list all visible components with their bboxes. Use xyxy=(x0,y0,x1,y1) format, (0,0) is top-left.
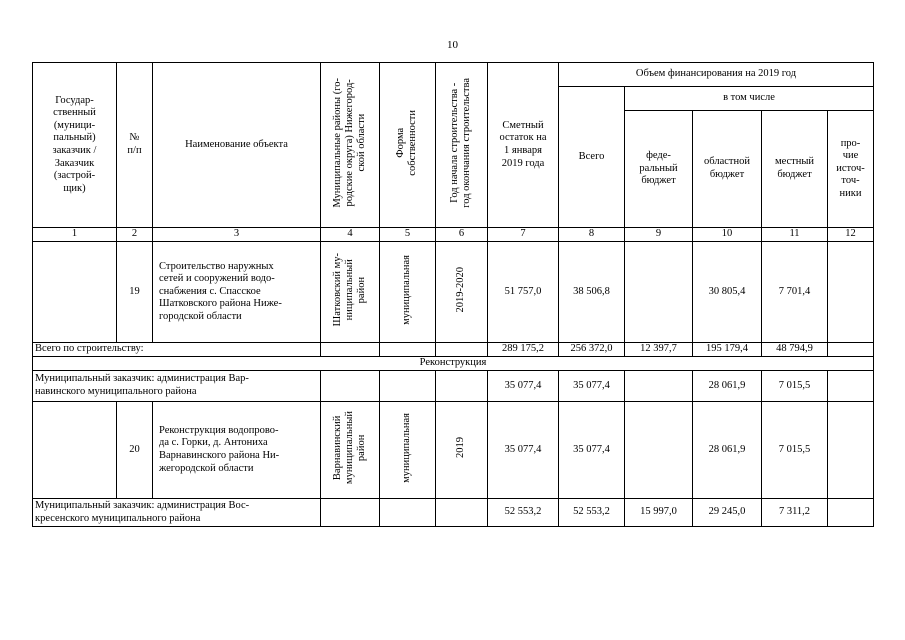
row20-num: 20 xyxy=(117,402,153,499)
col-num-12: 12 xyxy=(828,228,874,242)
total-construction-empty-6 xyxy=(436,343,488,357)
customer-voskresensk-label: Муниципальный заказчик: администрация Вос- кресенского муниципального района xyxy=(33,499,321,527)
col-num-5: 5 xyxy=(380,228,436,242)
row20-district xyxy=(321,402,380,499)
total-construction-federal: 12 397,7 xyxy=(625,343,693,357)
col-num-1: 1 xyxy=(33,228,117,242)
total-construction-balance: 289 175,2 xyxy=(488,343,559,357)
row20-ownership-text: муниципальная xyxy=(401,412,413,483)
total-construction-label: Всего по строительству: xyxy=(33,343,321,357)
table-row xyxy=(33,371,874,402)
customer-voskresensk-regional: 29 245,0 xyxy=(693,499,762,527)
total-construction-empty-4 xyxy=(321,343,380,357)
col-num-6: 6 xyxy=(436,228,488,242)
header-object-name: Наименование объекта xyxy=(153,63,321,228)
col-num-9: 9 xyxy=(625,228,693,242)
row19-regional: 30 805,4 xyxy=(693,242,762,343)
row20-customer xyxy=(33,402,117,499)
row20-other xyxy=(828,402,874,499)
row20-federal xyxy=(625,402,693,499)
header-ownership xyxy=(380,63,436,228)
row19-federal xyxy=(625,242,693,343)
header-other: про- чие источ- точ- ники xyxy=(828,111,874,228)
col-num-8: 8 xyxy=(559,228,625,242)
header-federal: феде- ральный бюджет xyxy=(625,111,693,228)
row19-total: 38 506,8 xyxy=(559,242,625,343)
customer-voskresensk-empty-6 xyxy=(436,499,488,527)
total-construction-local: 48 794,9 xyxy=(762,343,828,357)
header-districts xyxy=(321,63,380,228)
row20-regional: 28 061,9 xyxy=(693,402,762,499)
col-num-11: 11 xyxy=(762,228,828,242)
column-number-row xyxy=(33,228,874,242)
header-districts-text: Муниципальные районы (го- родские округа) Нижегород- ской области xyxy=(331,77,368,208)
row19-years-text: 2019-2020 xyxy=(455,266,467,313)
row19-years xyxy=(436,242,488,343)
row19-district-text: Шатковский му- ниципальный район xyxy=(331,253,368,327)
header-ownership-text: Форма собственности xyxy=(395,109,419,176)
customer-voskresensk-balance: 52 553,2 xyxy=(488,499,559,527)
table-row xyxy=(33,343,874,357)
header-including: в том числе xyxy=(625,87,874,111)
row19-district xyxy=(321,242,380,343)
header-local: местный бюджет xyxy=(762,111,828,228)
row19-ownership xyxy=(380,242,436,343)
header-regional: областной бюджет xyxy=(693,111,762,228)
customer-varnavino-local: 7 015,5 xyxy=(762,371,828,402)
row19-num: 19 xyxy=(117,242,153,343)
customer-varnavino-label: Муниципальный заказчик: администрация Вар- навинского муниципального района xyxy=(33,371,321,402)
header-funding-volume: Объем финансирования на 2019 год xyxy=(559,63,874,87)
row20-balance: 35 077,4 xyxy=(488,402,559,499)
customer-voskresensk-empty-4 xyxy=(321,499,380,527)
row20-ownership xyxy=(380,402,436,499)
row19-ownership-text: муниципальная xyxy=(401,254,413,325)
customer-varnavino-total: 35 077,4 xyxy=(559,371,625,402)
total-construction-empty-12 xyxy=(828,343,874,357)
table-row xyxy=(33,357,874,371)
col-num-2: 2 xyxy=(117,228,153,242)
row19-local: 7 701,4 xyxy=(762,242,828,343)
col-num-3: 3 xyxy=(153,228,321,242)
row20-years xyxy=(436,402,488,499)
customer-varnavino-empty-6 xyxy=(436,371,488,402)
header-customer: Государ- ственный (муници- пальный) заказчик / Заказчик (застрой- щик) xyxy=(33,63,117,228)
customer-voskresensk-empty-12 xyxy=(828,499,874,527)
row20-years-text: 2019 xyxy=(455,437,467,459)
table-row xyxy=(33,499,874,527)
financing-table xyxy=(32,62,874,527)
customer-voskresensk-total: 52 553,2 xyxy=(559,499,625,527)
customer-varnavino-balance: 35 077,4 xyxy=(488,371,559,402)
col-num-4: 4 xyxy=(321,228,380,242)
customer-varnavino-regional: 28 061,9 xyxy=(693,371,762,402)
customer-varnavino-empty-4 xyxy=(321,371,380,402)
table-row xyxy=(33,242,874,343)
customer-varnavino-empty-5 xyxy=(380,371,436,402)
total-construction-total: 256 372,0 xyxy=(559,343,625,357)
customer-voskresensk-empty-5 xyxy=(380,499,436,527)
table-row xyxy=(33,402,874,499)
col-num-10: 10 xyxy=(693,228,762,242)
customer-voskresensk-federal: 15 997,0 xyxy=(625,499,693,527)
row20-name: Реконструкция водопрово- да с. Горки, д. Антониха Варнавинского района Ни- жегородской области xyxy=(153,402,321,499)
header-num: № п/п xyxy=(117,63,153,228)
row19-other xyxy=(828,242,874,343)
total-construction-empty-5 xyxy=(380,343,436,357)
customer-varnavino-federal xyxy=(625,371,693,402)
row19-balance: 51 757,0 xyxy=(488,242,559,343)
row19-name: Строительство наружных сетей и сооружений водо- снабжения с. Спасское Шатковского района Ниже- городской области xyxy=(153,242,321,343)
header-years-text: Год начала строительства - год окончания строительства xyxy=(449,77,473,208)
row20-local: 7 015,5 xyxy=(762,402,828,499)
total-construction-regional: 195 179,4 xyxy=(693,343,762,357)
header-total: Всего xyxy=(559,87,625,228)
row20-total: 35 077,4 xyxy=(559,402,625,499)
customer-voskresensk-local: 7 311,2 xyxy=(762,499,828,527)
section-reconstruction: Реконструкция xyxy=(33,357,874,371)
header-years xyxy=(436,63,488,228)
customer-varnavino-empty-12 xyxy=(828,371,874,402)
row19-customer xyxy=(33,242,117,343)
header-estimated-balance: Сметный остаток на 1 января 2019 года xyxy=(488,63,559,228)
col-num-7: 7 xyxy=(488,228,559,242)
page-number: 10 xyxy=(447,39,458,51)
row20-district-text: Варнавинский муниципальный район xyxy=(331,411,368,485)
